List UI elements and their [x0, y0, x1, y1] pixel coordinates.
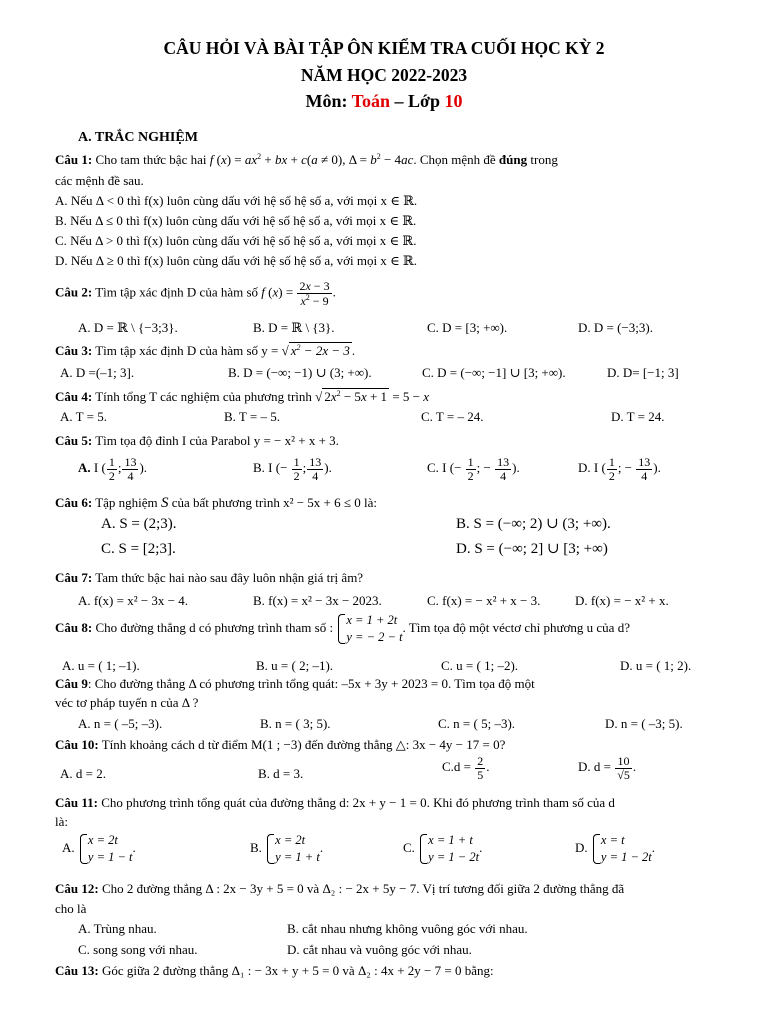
- question-11-line-2: là:: [55, 814, 68, 829]
- q10-option-a[interactable]: A. d = 2.: [60, 766, 106, 781]
- question-5: [55, 432, 339, 449]
- question-text: Tìm tọa độ đỉnh I của Parabol y = − x² + x + 3.: [92, 433, 339, 448]
- question-2: Câu 2: Tìm tập xác định D của hàm số f (x) = $\frac{2x - 3}{x^2 - 9}$ .: [55, 279, 336, 308]
- system-eq-1: x = 2t: [275, 833, 306, 847]
- q9-option-c[interactable]: C. n = ( 5; –3).: [438, 716, 516, 731]
- q3-option-b[interactable]: B. D = (−∞; −1) ∪ (3; +∞).: [228, 365, 372, 380]
- question-13: [55, 962, 494, 979]
- option-letter: B.: [250, 839, 262, 855]
- option-letter: C.: [427, 460, 439, 476]
- question-label: Câu 1:: [55, 152, 93, 167]
- option-letter: A.: [62, 839, 75, 855]
- q11-option-c[interactable]: C. x = 1 + t y = 1 − 2t .: [403, 833, 483, 864]
- question-label: Câu 7:: [55, 570, 93, 585]
- question-9: [55, 675, 535, 692]
- q3-option-d[interactable]: D. D= [−1; 3]: [607, 365, 679, 380]
- q4-option-d[interactable]: D. T = 24.: [611, 409, 665, 424]
- q4-option-c[interactable]: C. T = – 24.: [421, 409, 484, 424]
- question-1: Câu 1: Cho tam thức bậc hai f $(x) = ax^2$ + bx + c(a ≠ 0), $\Delta = b^2 - 4ac$. Chọn mệnh đề đúng trong: [55, 152, 558, 167]
- question-text: Tìm tập xác định D của hàm số: [92, 284, 262, 300]
- q12-option-d[interactable]: D. cắt nhau và vuông góc với nhau.: [287, 942, 472, 957]
- q6-option-b[interactable]: B. S = (−∞; 2) ∪ (3; +∞).: [456, 516, 611, 532]
- question-text: : Cho đường thẳng Δ có phương trình tổng quát: –5x + 3y + 2023 = 0. Tìm tọa độ một: [87, 676, 535, 691]
- option-letter: B.: [253, 460, 265, 476]
- parametric-system: [336, 612, 402, 646]
- question-label: Câu 13:: [55, 963, 99, 978]
- question-text-2: của bất phương trình x² − 5x + 6 ≤ 0 là:: [168, 495, 378, 510]
- q2-option-d[interactable]: D. D = (−3;3).: [578, 320, 653, 335]
- q4-option-b[interactable]: B. T = – 5.: [224, 409, 280, 424]
- q8-option-b[interactable]: B. u = ( 2; –1).: [256, 658, 334, 673]
- question-6: Câu 6: Tập nghiệm S của bất phương trình x² − 5x + 6 ≤ 0 là:: [55, 495, 378, 511]
- system-eq-2: y = − 2 − t: [346, 629, 403, 644]
- option-letter: D.: [578, 460, 591, 476]
- question-text-2: . Chọn mệnh đề: [413, 152, 499, 167]
- q2-option-c[interactable]: C. D = [3; +∞).: [427, 320, 508, 335]
- q11-option-a[interactable]: A. x = 2t y = 1 − t .: [62, 833, 136, 864]
- q11-option-d[interactable]: D. x = t y = 1 − 2t .: [575, 833, 656, 864]
- question-text: Góc giữa 2 đường thẳng Δ₁ : − 3x + y + 5 = 0 và Δ₂ : 4x + 2y − 7 = 0 bằng:: [98, 963, 494, 978]
- q3-option-a[interactable]: A. D =(–1; 3].: [60, 365, 135, 380]
- q7-option-b[interactable]: B. f(x) = x² − 3x − 2023.: [253, 593, 382, 608]
- keyword-dung: đúng: [498, 152, 528, 167]
- section-heading: A. TRẮC NGHIỆM: [78, 130, 198, 145]
- question-text-2: . Tìm tọa độ một véctơ chỉ phương u của d?: [402, 619, 630, 635]
- q8-option-a[interactable]: A. u = ( 1; –1).: [62, 658, 140, 673]
- question-text: Cho đường thẳng d có phương trình tham số :: [92, 619, 337, 635]
- q9-option-a[interactable]: A. n = ( –5; –3).: [78, 716, 163, 731]
- q9-option-d[interactable]: D. n = ( –3; 5).: [605, 716, 683, 731]
- option-letter: D.: [575, 839, 588, 855]
- subject-prefix: Môn:: [305, 91, 352, 111]
- q1-option-a[interactable]: A. Nếu Δ < 0 thì f(x) luôn cùng dấu với hệ số hệ số a, với mọi x ∈ ℝ.: [55, 193, 418, 208]
- q6-option-a[interactable]: A. S = (2;3).: [101, 516, 177, 532]
- question-text-3: trong: [527, 152, 558, 167]
- question-text: Tính tổng T các nghiệm của phương trình: [92, 389, 316, 404]
- question-text: Tập nghiệm: [92, 495, 161, 510]
- question-text: Tìm tập xác định D của hàm số y =: [92, 343, 282, 358]
- question-label: Câu 3:: [55, 343, 93, 358]
- q1-option-c[interactable]: C. Nếu Δ > 0 thì f(x) luôn cùng dấu với hệ số hệ số a, với mọi x ∈ ℝ.: [55, 233, 417, 248]
- title-line-2: NĂM HỌC 2022-2023: [300, 65, 468, 85]
- grade-prefix: – Lớp: [390, 91, 445, 111]
- system-eq-1: x = 2t: [87, 833, 118, 847]
- title-line-1: CÂU HỎI VÀ BÀI TẬP ÔN KIỂM TRA CUỐI HỌC KỲ 2: [163, 38, 605, 58]
- system-eq-2: y = 1 + t: [275, 849, 320, 864]
- question-7: [55, 569, 363, 586]
- q11-option-b[interactable]: B. x = 2t y = 1 + t .: [250, 833, 324, 864]
- question-label: Câu 6:: [55, 495, 93, 510]
- q10-option-b[interactable]: B. d = 3.: [258, 766, 304, 781]
- question-12: [55, 880, 624, 897]
- question-label: Câu 8:: [55, 619, 93, 635]
- fraction: $\frac{2x - 3}{x^2 - 9}$: [299, 279, 330, 308]
- q7-option-d[interactable]: D. f(x) = − x² + x.: [575, 593, 669, 608]
- q5-option-c[interactable]: C. I (− $\frac{1}{2}$ ; − $\frac{13}{4}$ ).: [427, 455, 520, 483]
- q12-option-b[interactable]: B. cắt nhau nhưng không vuông góc với nhau.: [287, 921, 528, 936]
- question-3: Câu 3: Tìm tập xác định D của hàm số y = √ $x^2 - 2x - 3$ .: [55, 343, 356, 358]
- question-4: Câu 4: Tính tổng T các nghiệm của phương trình √ $2x^2 - 5x + 1 = 5 - x$: [55, 389, 430, 404]
- question-11: [55, 794, 615, 811]
- question-9-line-2: véc tơ pháp tuyến n của Δ ?: [55, 695, 199, 710]
- grade-number: 10: [444, 91, 463, 111]
- subject-line: [0, 90, 768, 113]
- question-label: Câu 12:: [55, 881, 99, 896]
- q10-option-d[interactable]: D. d = $\frac{10}{√5}$ .: [578, 754, 637, 782]
- q1-option-d[interactable]: D. Nếu Δ ≥ 0 thì f(x) luôn cùng dấu với hệ số hệ số a, với mọi x ∈ ℝ.: [55, 253, 417, 268]
- question-12-line-2: cho là: [55, 901, 87, 916]
- q5-option-d[interactable]: D. I ( $\frac{1}{2}$ ; − $\frac{13}{4}$ ).: [578, 455, 661, 483]
- system-eq-2: y = 1 − 2t: [428, 849, 480, 864]
- q8-option-d[interactable]: D. u = ( 1; 2).: [620, 658, 692, 673]
- question-label: Câu 4:: [55, 389, 93, 404]
- question-text: Cho 2 đường thẳng Δ : 2x − 3y + 5 = 0 và Δ₂ : − 2x + 5y − 7. Vị trí tương đối giữa 2 đường thẳng đã: [98, 881, 625, 896]
- system-eq-1: x = 1 + 2t: [346, 613, 398, 627]
- q5-option-b[interactable]: B. I (− $\frac{1}{2}$ ; $\frac{13}{4}$ ).: [253, 455, 332, 483]
- q7-option-c[interactable]: C. f(x) = − x² + x − 3.: [427, 593, 541, 608]
- question-8: [55, 612, 630, 646]
- q6-option-d[interactable]: D. S = (−∞; 2] ∪ [3; +∞): [456, 541, 608, 557]
- option-text: C.d =: [442, 759, 475, 775]
- question-label: Câu 9: [55, 676, 88, 691]
- question-text: Tính khoảng cách d từ điểm M(1 ; −3) đến đường thẳng △: 3x − 4y − 17 = 0?: [98, 737, 506, 752]
- question-text: Tam thức bậc hai nào sau đây luôn nhận giá trị âm?: [92, 570, 364, 585]
- option-letter: C.: [403, 839, 415, 855]
- question-label: Câu 5:: [55, 433, 93, 448]
- question-text: Cho tam thức bậc hai: [92, 152, 210, 167]
- q12-option-a[interactable]: A. Trùng nhau.: [78, 921, 157, 936]
- question-label: Câu 11:: [55, 795, 98, 810]
- question-text: Cho phương trình tổng quát của đường thẳng d: 2x + y − 1 = 0. Khi đó phương trình tham số của d: [97, 795, 615, 810]
- formula: f: [209, 152, 214, 167]
- system-eq-2: y = 1 − t: [87, 849, 133, 864]
- system-eq-1: x = 1 + t: [428, 833, 473, 847]
- q9-option-b[interactable]: B. n = ( 3; 5).: [260, 716, 331, 731]
- q6-option-c[interactable]: C. S = [2;3].: [101, 541, 176, 557]
- q5-option-a[interactable]: A. I ( $\frac{1}{2}$ ; $\frac{13}{4}$ ).: [78, 455, 148, 483]
- q4-option-a[interactable]: A. T = 5.: [60, 409, 107, 424]
- q3-option-c[interactable]: C. D = (−∞; −1] ∪ [3; +∞).: [422, 365, 566, 380]
- option-text: D. d =: [578, 759, 615, 775]
- q8-option-c[interactable]: C. u = ( 1; –2).: [441, 658, 519, 673]
- q12-option-c[interactable]: C. song song với nhau.: [78, 942, 198, 957]
- q2-option-b[interactable]: B. D = ℝ \ {3}.: [253, 320, 335, 335]
- subject-name: Toán: [351, 91, 391, 111]
- q1-option-b[interactable]: B. Nếu Δ ≤ 0 thì f(x) luôn cùng dấu với hệ số hệ số a, với mọi x ∈ ℝ.: [55, 213, 417, 228]
- question-10: [55, 736, 505, 753]
- option-letter: A.: [78, 460, 91, 476]
- system-eq-2: y = 1 − 2t: [600, 849, 652, 864]
- q10-option-c[interactable]: C.d = $\frac{2}{5}$ .: [442, 754, 490, 782]
- q7-option-a[interactable]: A. f(x) = x² − 3x − 4.: [78, 593, 189, 608]
- q2-option-a[interactable]: A. D = ℝ \ {−3;3}.: [78, 320, 178, 335]
- question-label: Câu 10:: [55, 737, 99, 752]
- question-1-line-2: các mệnh đề sau.: [55, 173, 144, 188]
- system-eq-1: x = t: [600, 833, 625, 847]
- question-label: Câu 2:: [55, 284, 93, 300]
